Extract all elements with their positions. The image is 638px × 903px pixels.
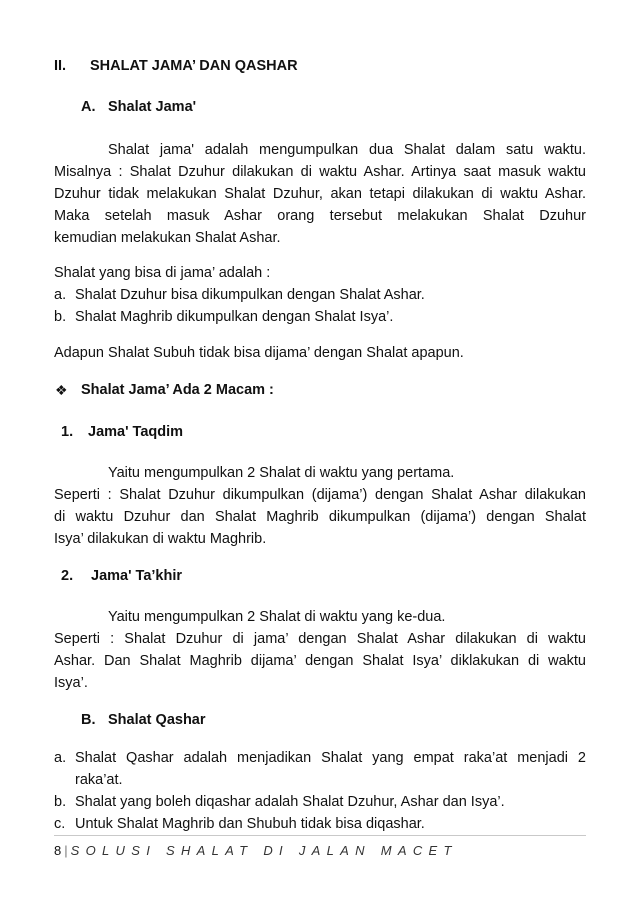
section-number: II. — [54, 58, 67, 74]
qashar-list-item: Shalat Qashar adalah menjadikan Shalat yang empat raka’at menjadi 2 — [75, 750, 586, 766]
intro-line-2: Misalnya : Shalat Dzuhur dilakukan di waktu Ashar. Artinya saat masuk waktu — [54, 164, 586, 180]
jama-list-item: Shalat Dzuhur bisa dikumpulkan dengan Shalat Ashar. — [75, 287, 425, 303]
intro-line-1: Shalat jama' adalah mengumpulkan dua Shalat dalam satu waktu. — [108, 142, 586, 158]
diamond-bullet-icon: ❖ — [55, 382, 68, 398]
jama-list-marker: b. — [54, 309, 67, 325]
jama-list-intro: Shalat yang bisa di jama’ adalah : — [54, 265, 271, 281]
qashar-list-item: Untuk Shalat Maghrib dan Shubuh tidak bisa diqashar. — [75, 816, 425, 832]
item2-title: Jama' Ta’khir — [91, 568, 183, 584]
subsection-a-number: A. — [81, 99, 96, 115]
item1-line-2: Seperti : Shalat Dzuhur dikumpulkan (dijama’) dengan Shalat Ashar dilakukan — [54, 487, 586, 503]
item2-number: 2. — [61, 568, 74, 584]
subuh-note: Adapun Shalat Subuh tidak bisa dijama’ dengan Shalat apapun. — [54, 345, 464, 361]
qashar-list-item-continued: raka’at. — [75, 772, 123, 788]
item1-title: Jama' Taqdim — [88, 424, 184, 440]
subsection-a-title: Shalat Jama' — [108, 99, 197, 115]
item2-line-1: Yaitu mengumpulkan 2 Shalat di waktu yang ke-dua. — [108, 609, 446, 625]
item1-number: 1. — [61, 424, 74, 440]
item1-line-3: di waktu Dzuhur dan Shalat Maghrib dikumpulkan (dijama’) dengan Shalat — [54, 509, 586, 525]
footer-rule — [54, 835, 586, 836]
intro-line-4: Maka setelah masuk Ashar orang tersebut melakukan Shalat Dzuhur — [54, 208, 586, 224]
subsection-b-number: B. — [81, 712, 96, 728]
qashar-list-marker: c. — [54, 816, 66, 832]
footer-book-title: SOLUSI SHALAT DI JALAN MACET — [70, 843, 458, 858]
qashar-list-item: Shalat yang boleh diqashar adalah Shalat Dzuhur, Ashar dan Isya’. — [75, 794, 505, 810]
subsection-b-title: Shalat Qashar — [108, 712, 206, 728]
page-footer — [54, 843, 458, 859]
bullet-heading: Shalat Jama’ Ada 2 Macam : — [81, 382, 274, 398]
jama-list-marker: a. — [54, 287, 67, 303]
item2-line-4: Isya’. — [54, 675, 88, 691]
intro-line-5: kemudian melakukan Shalat Ashar. — [54, 230, 281, 246]
item2-line-3: Ashar. Dan Shalat Maghrib dijama’ dengan Shalat Isya’ diklakukan di waktu — [54, 653, 586, 669]
page-number: 8 — [54, 843, 62, 858]
qashar-list-marker: a. — [54, 750, 67, 766]
item1-line-4: Isya’ dilakukan di waktu Maghrib. — [54, 531, 267, 547]
jama-list-item: Shalat Maghrib dikumpulkan dengan Shalat Isya’. — [75, 309, 394, 325]
item2-line-2: Seperti : Shalat Dzuhur di jama’ dengan Shalat Ashar dilakukan di waktu — [54, 631, 586, 647]
intro-line-3: Dzuhur tidak melakukan Shalat Dzuhur, akan tetapi dilakukan di waktu Ashar. — [54, 186, 586, 202]
section-title: SHALAT JAMA’ DAN QASHAR — [90, 58, 298, 74]
qashar-list-marker: b. — [54, 794, 67, 810]
footer-separator: | — [64, 843, 68, 858]
item1-line-1: Yaitu mengumpulkan 2 Shalat di waktu yang pertama. — [108, 465, 455, 481]
